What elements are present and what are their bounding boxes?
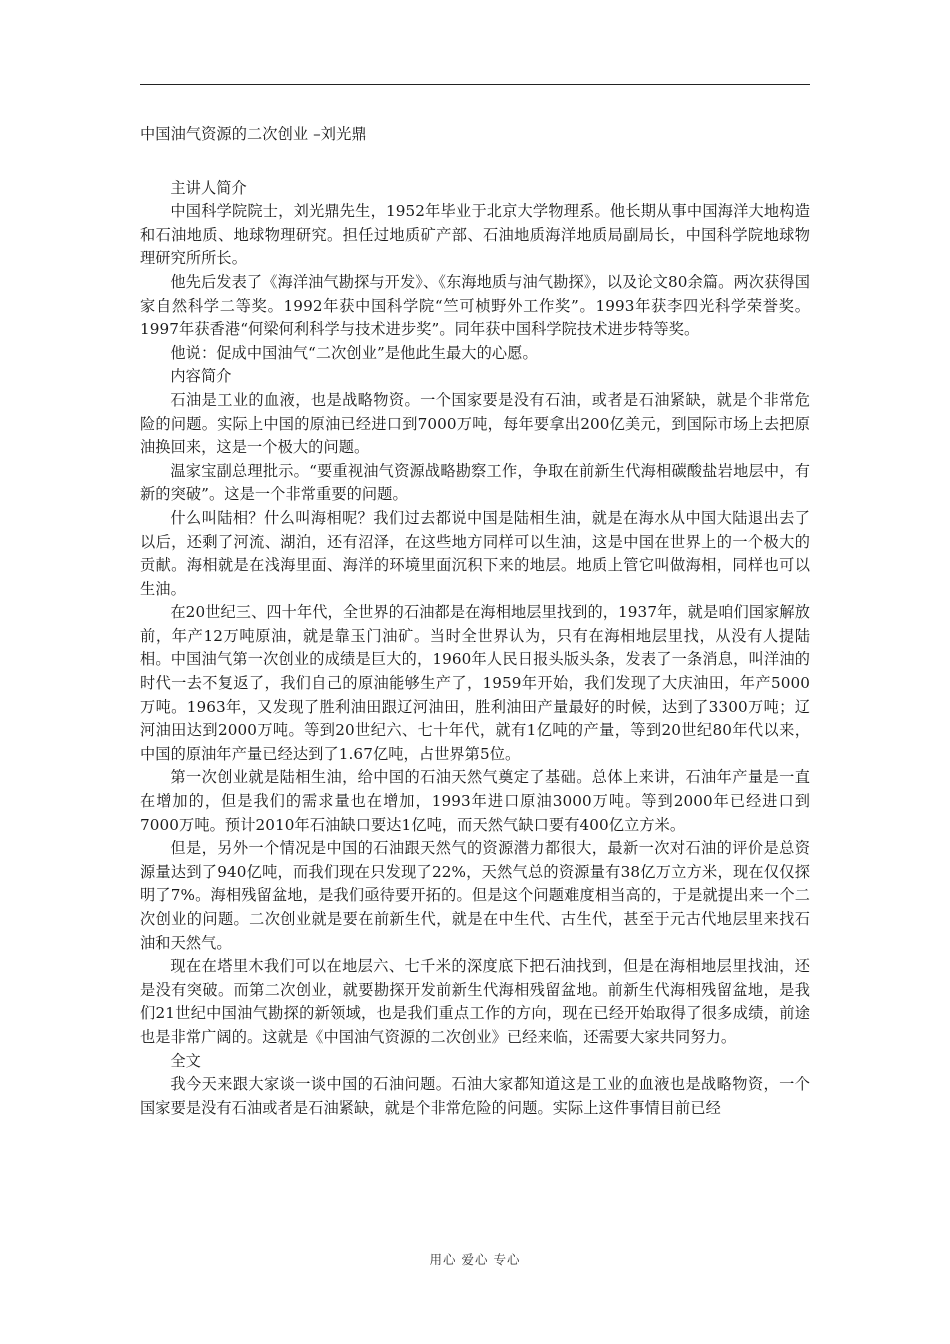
paragraph: 第一次创业就是陆相生油，给中国的石油天然气奠定了基础。总体上来讲，石油年产量是一直在增加的，但是我们的需求量也在增加，1993年进口原油3000万吨。等到2000年已经进口到7000万吨。预计2010年石油缺口要达1亿吨，而天然气缺口要有400亿立方米。: [140, 768, 810, 834]
paragraph: 但是，另外一个情况是中国的石油跟天然气的资源潜力都很大，最新一次对石油的评价是总资源量达到了940亿吨，而我们现在只发现了22%，天然气总的资源量有38亿万立方米，现在仅仅探明了7%。海相残留盆地，是我们亟待要开拓的。但是这个问题难度相当高的，于是就提出来一个二次创业的问题。二次创业就是要在前新生代，就是在中生代、古生代，甚至于元古代地层里来找石油和天然气。: [140, 839, 810, 952]
paragraph: 石油是工业的血液，也是战略物资。一个国家要是没有石油，或者是石油紧缺，就是个非常危险的问题。实际上中国的原油已经进口到7000万吨，每年要拿出200亿美元，到国际市场上去把原油换回来，这是一个极大的问题。: [140, 390, 810, 457]
paragraph: 他先后发表了《海洋油气勘探与开发》、《东海地质与油气勘探》，以及论文80余篇。两次获得国家自然科学二等奖。1992年获中国科学院“竺可桢野外工作奖”。1993年获李四光科学荣誉奖。1997年获香港“何梁何利科学与技术进步奖”。同年获中国科学院技术进步特等奖。: [140, 272, 810, 339]
paragraph: 他说：促成中国油气“二次创业”是他此生最大的心愿。: [170, 343, 538, 362]
section-heading-speaker-intro: 主讲人简介: [170, 178, 247, 197]
page-footer: 用心 爱心 专心: [429, 1252, 521, 1267]
paragraph: 中国科学院院士，刘光鼎先生，1952年毕业于北京大学物理系。他长期从事中国海洋大地构造和石油地质、地球物理研究。担任过地质矿产部、石油地质海洋地质局副局长，中国科学院地球物理研究所所长。: [140, 202, 810, 268]
paragraph: 什么叫陆相？什么叫海相呢？我们过去都说中国是陆相生油，就是在海水从中国大陆退出去了以后，还剩了河流、湖泊，还有沼泽，在这些地方同样可以生油，这是中国在世界上的一个极大的贡献。海相就是在浅海里面、海洋的环境里面沉积下来的地层。地质上管它叫做海相，同样也可以生油。: [140, 508, 810, 598]
paragraph: 我今天来跟大家谈一谈中国的石油问题。石油大家都知道这是工业的血液也是战略物资，一个国家要是没有石油或者是石油紧缺，就是个非常危险的问题。实际上这件事情目前已经: [140, 1075, 810, 1117]
paragraph: 在20世纪三、四十年代，全世界的石油都是在海相地层里找到的，1937年，就是咱们国家解放前，年产12万吨原油，就是靠玉门油矿。当时全世界认为，只有在海相地层里找，从没有人提陆相。中国油气第一次创业的成绩是巨大的，1960年人民日报头版头条，发表了一条消息，叫洋油的时代一去不复返了，我们自己的原油能够生产了，1959年开始，我们发现了大庆油田，年产5000万吨。1963年，又发现了胜利油田跟辽河油田，胜利油田产量最好的时候，达到了3300万吨；辽河油田达到2000万吨。等到20世纪六、七十年代，就有1亿吨的产量，等到20世纪80年代以来，中国的原油年产量已经达到了1.67亿吨，占世界第5位。: [140, 603, 810, 763]
paragraph: 现在在塔里木我们可以在地层六、七千米的深度底下把石油找到，但是在海相地层里找油，还是没有突破。而第二次创业，就要勘探开发前新生代海相残留盆地。前新生代海相残留盆地，是我们21世纪中国油气勘探的新领域，也是我们重点工作的方向，现在已经开始取得了很多成绩，前途也是非常广阔的。这就是《中国油气资源的二次创业》已经来临，还需要大家共同努力。: [140, 957, 810, 1046]
header-rule: [140, 84, 810, 85]
section-heading-full-text: 全文: [170, 1051, 201, 1070]
document-title: 中国油气资源的二次创业 –刘光鼎: [140, 125, 367, 143]
section-heading-content-intro: 内容简介: [170, 367, 232, 386]
paragraph: 温家宝副总理批示。“要重视油气资源战略勘察工作，争取在前新生代海相碳酸盐岩地层中，有新的突破”。这是一个非常重要的问题。: [140, 461, 810, 504]
document-body: [140, 123, 810, 1120]
